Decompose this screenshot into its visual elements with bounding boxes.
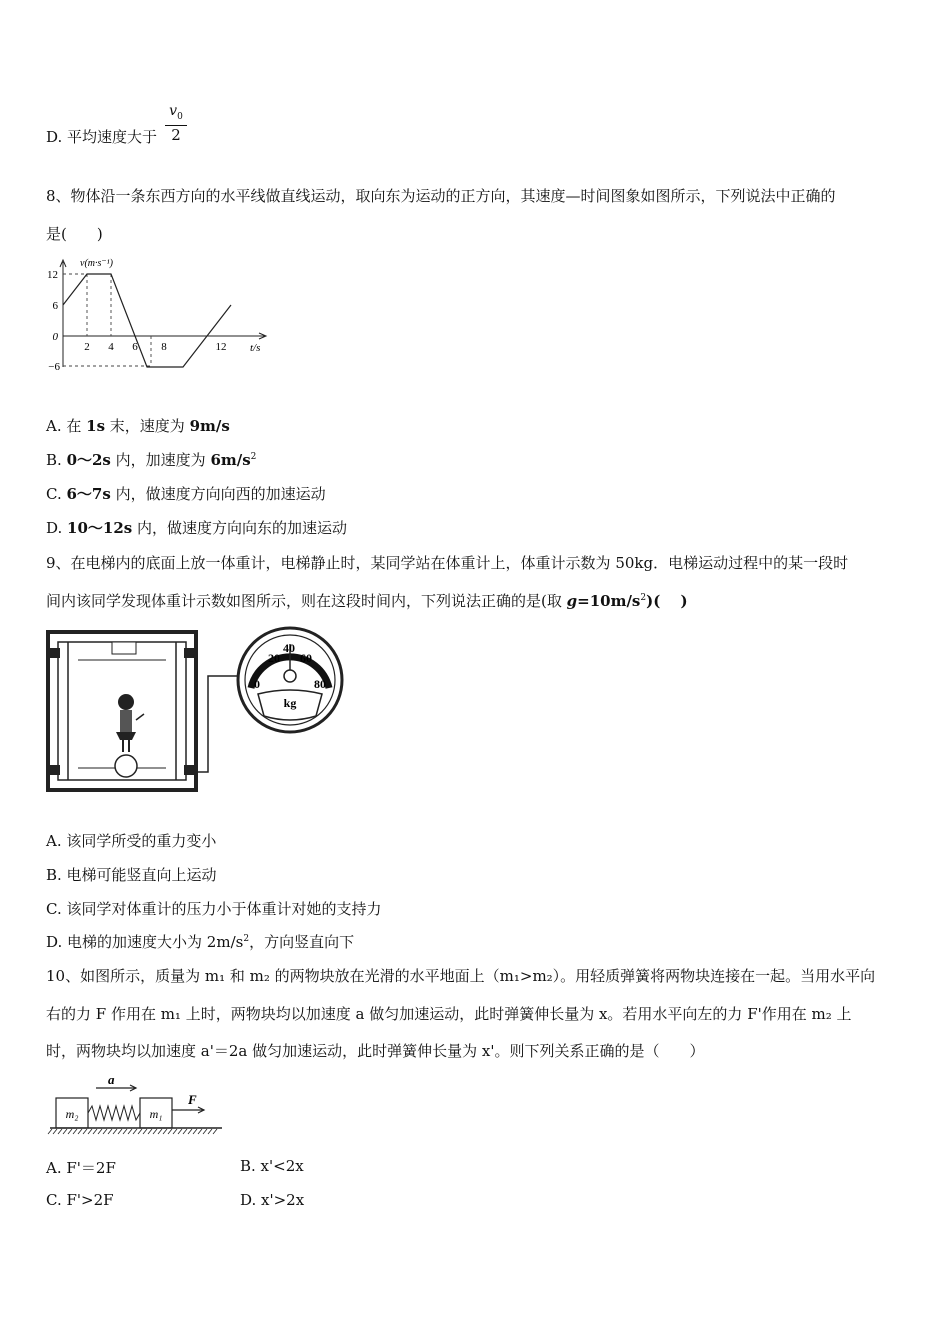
q8-option-c [46, 483, 326, 504]
q8-stem-line2: 是( ) [46, 225, 103, 243]
q7-frac-num: v [169, 103, 178, 119]
q8-option-c-label: C. [46, 485, 67, 503]
q9-option-c: C. 该同学对体重计的压力小于体重计对她的支持力 [46, 900, 382, 918]
q8-y-tick-12: 12 [47, 269, 58, 281]
q10-m2-label: m₂ [65, 1107, 79, 1121]
scale-label-20: 20 [268, 651, 280, 665]
ground-hatch-line [183, 1129, 187, 1134]
q8-option-a-label: A. 在 [46, 417, 87, 435]
q9-option-a: A. 该同学所受的重力变小 [46, 832, 217, 850]
q8-velocity-line [63, 274, 231, 367]
q7-frac-num-sub: 0 [177, 111, 183, 122]
ground-hatch-line [138, 1129, 142, 1134]
scale-label-60: 60 [300, 651, 312, 665]
q9-stem-line1: 9、在电梯内的底面上放一体重计，电梯静止时，某同学站在体重计上，体重计示数为 50kg．电梯运动过程中的某一段时 [46, 554, 849, 572]
scale-cable [196, 676, 240, 772]
q8-x-tick-4: 4 [108, 341, 114, 353]
ground-hatch-line [58, 1129, 62, 1134]
ground-hatch-line [148, 1129, 152, 1134]
q9-stem-line2 [46, 590, 688, 611]
ground-hatch-line [118, 1129, 122, 1134]
ground-hatch-line [153, 1129, 157, 1134]
scale-unit: kg [283, 696, 297, 710]
q10-option-d: D. x'>2x [240, 1191, 305, 1209]
q8-y-tick-neg6: −6 [48, 361, 60, 373]
ground-hatch-line [98, 1129, 102, 1134]
q8-option-c-text: 内，做速度方向向西的加速运动 [110, 485, 326, 503]
q8-option-b-sup: 2 [250, 452, 257, 462]
ground-hatch-line [113, 1129, 117, 1134]
ground-hatch-line [88, 1129, 92, 1134]
q9-stem-line2-c: )( ) [646, 592, 688, 610]
q8-option-b-value: 6m/s [210, 451, 251, 469]
ground-hatch-line [168, 1129, 172, 1134]
q10-stem-line3: 时，两物块均以加速度 a'＝2a 做匀加速运动，此时弹簧伸长量为 x'。则下列关系正确的是（ ） [46, 1042, 705, 1060]
weighing-scale-icon [115, 755, 137, 777]
q7-fraction [165, 103, 187, 144]
q10-stem-line2: 右的力 F 作用在 m₁ 上时，两物块均以加速度 a 做匀加速运动，此时弹簧伸长量为 x。若用水平向左的力 F'作用在 m₂ 上 [46, 1005, 852, 1023]
q8-x-tick-8: 8 [161, 341, 167, 353]
q8-stem-line1: 8、物体沿一条东西方向的水平线做直线运动，取向东为运动的正方向，其速度—时间图象如图所示，下列说法中正确的 [46, 187, 836, 205]
ground-hatch-line [48, 1129, 52, 1134]
q8-option-b-time: 0～2s [66, 451, 111, 469]
q8-y-tick-0: 0 [52, 331, 58, 343]
q8-x-tick-12: 12 [215, 341, 227, 353]
ground-hatch-line [133, 1129, 137, 1134]
q10-option-b: B. x'<2x [240, 1157, 304, 1175]
q10-spring-figure [44, 1068, 234, 1140]
ground-hatch-line [143, 1129, 147, 1134]
ground-hatch-line [163, 1129, 167, 1134]
q8-option-b [46, 449, 256, 470]
ground-hatch-line [103, 1129, 107, 1134]
ground-hatch-line [208, 1129, 212, 1134]
q8-option-a-value: 9m/s [189, 417, 230, 435]
ground-hatch-line [108, 1129, 112, 1134]
q8-option-d-text: 内，做速度方向向东的加速运动 [132, 519, 348, 537]
q10-spring [88, 1106, 140, 1120]
q8-x-label: t/s [250, 342, 261, 354]
ground-hatch-line [68, 1129, 72, 1134]
q9-elevator-figure [44, 620, 344, 800]
q8-option-b-text: 内，加速度为 [110, 451, 211, 469]
q9-stem-g: g [566, 592, 578, 610]
q8-vt-graph [40, 250, 280, 385]
person-icon [116, 694, 144, 752]
q9-option-b: B. 电梯可能竖直向上运动 [46, 866, 217, 884]
ground-hatch-line [193, 1129, 197, 1134]
q8-option-d-time: 10～12s [67, 519, 133, 537]
q10-m1-label: m₁ [149, 1107, 163, 1121]
q8-option-a-text: 末，速度为 [105, 417, 190, 435]
q9-option-d-a: D. 电梯的加速度大小为 2m/s [46, 933, 244, 951]
scale-label-80: 80 [314, 677, 326, 691]
ground-hatch-line [63, 1129, 67, 1134]
q7-option-d [46, 126, 157, 147]
q8-option-b-label: B. [46, 451, 67, 469]
ground-hatch-line [198, 1129, 202, 1134]
q9-stem-sup: 2 [640, 593, 647, 603]
ground-hatch-line [173, 1129, 177, 1134]
q10-option-a: A. F'＝2F [46, 1159, 116, 1177]
ground-hatch-line [53, 1129, 57, 1134]
q9-option-d [46, 931, 354, 952]
ground-hatch-line [93, 1129, 97, 1134]
q8-x-tick-6: 6 [132, 341, 138, 353]
q8-option-d-label: D. [46, 519, 68, 537]
ground-hatch-line [123, 1129, 127, 1134]
scale-label-40: 40 [283, 641, 295, 655]
q9-option-d-b: ，方向竖直向下 [249, 933, 355, 951]
q10-force-label: F [188, 1092, 197, 1107]
q10-stem-line1: 10、如图所示，质量为 m₁ 和 m₂ 的两物块放在光滑的水平地面上（m₁>m₂）。用轻质弹簧将两物块连接在一起。当用水平向 [46, 967, 876, 985]
q7-option-d-text: D. 平均速度大于 [46, 128, 158, 146]
q10-option-c: C. F'>2F [46, 1191, 114, 1209]
ground-hatch-line [128, 1129, 132, 1134]
q8-x-tick-2: 2 [84, 341, 90, 353]
q8-option-a [46, 415, 230, 436]
elevator-ceiling-lamp [112, 642, 136, 654]
q8-option-c-time: 6～7s [66, 485, 111, 503]
q9-option-d-sup: 2 [243, 934, 250, 944]
q8-option-d [46, 517, 347, 538]
q8-y-label: v(m·s⁻¹) [80, 258, 113, 269]
ground-hatch-line [83, 1129, 87, 1134]
q9-stem-line2-b: =10m/s [577, 592, 641, 610]
q7-frac-den: 2 [165, 125, 187, 144]
q10-ground-hatch [48, 1129, 217, 1134]
ground-hatch-line [213, 1129, 217, 1134]
q10-accel-label: a [108, 1072, 115, 1087]
ground-hatch-line [188, 1129, 192, 1134]
ground-hatch-line [158, 1129, 162, 1134]
ground-hatch-line [178, 1129, 182, 1134]
ground-hatch-line [78, 1129, 82, 1134]
q8-option-a-time: 1s [86, 417, 106, 435]
ground-hatch-line [73, 1129, 77, 1134]
q9-stem-line2-a: 间内该同学发现体重计示数如图所示，则在这段时间内，下列说法正确的是(取 [46, 592, 567, 610]
q8-y-tick-6: 6 [52, 300, 58, 312]
ground-hatch-line [203, 1129, 207, 1134]
scale-label-0: 0 [254, 677, 260, 691]
